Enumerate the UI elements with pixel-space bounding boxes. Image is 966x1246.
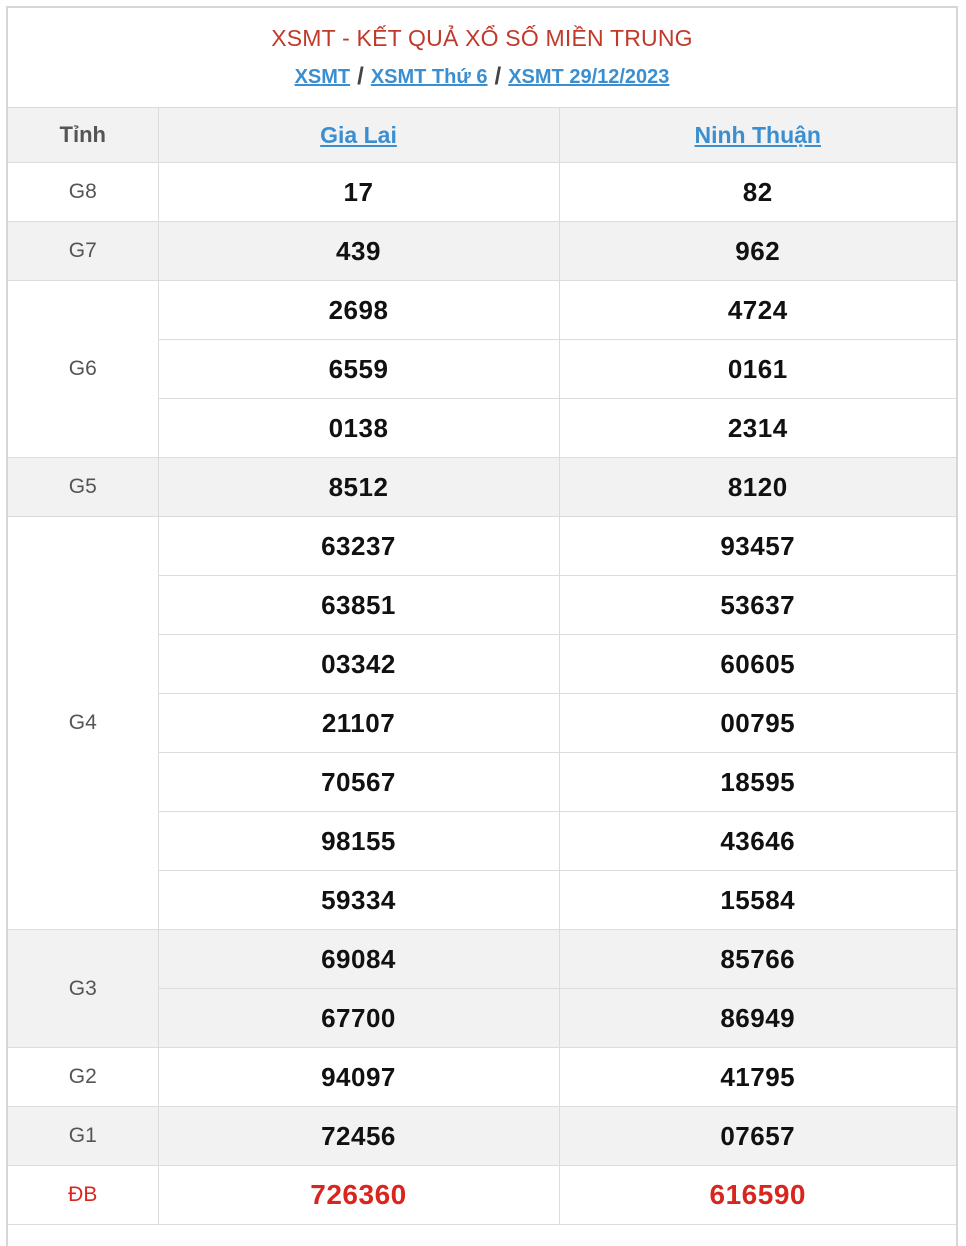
results-table: [8, 108, 956, 1225]
result-number-gia-lai: 03342: [158, 635, 559, 694]
result-number-gia-lai: 439: [158, 222, 559, 281]
province-link-gia-lai[interactable]: Gia Lai: [320, 121, 397, 148]
result-number-ninh-thuan: 82: [559, 163, 956, 222]
prize-label: G5: [8, 458, 158, 517]
table-row: [8, 1166, 956, 1225]
table-row: [8, 1048, 956, 1107]
result-number-gia-lai: 2698: [158, 281, 559, 340]
result-number-ninh-thuan: 86949: [559, 989, 956, 1048]
province-link-ninh-thuan[interactable]: Ninh Thuận: [694, 121, 821, 148]
breadcrumb-link-xsmt-thu-6[interactable]: XSMT Thứ 6: [370, 66, 488, 88]
result-number-ninh-thuan: 07657: [559, 1107, 956, 1166]
result-number-gia-lai: 67700: [158, 989, 559, 1048]
result-number-gia-lai: 6559: [158, 340, 559, 399]
result-number-gia-lai: 0138: [158, 399, 559, 458]
prize-label: G6: [8, 281, 158, 458]
prize-label: G7: [8, 222, 158, 281]
result-number-gia-lai: 726360: [158, 1166, 559, 1225]
breadcrumb-link-xsmt-date[interactable]: XSMT 29/12/2023: [508, 66, 670, 88]
result-number-gia-lai: 17: [158, 163, 559, 222]
prize-label: G3: [8, 930, 158, 1048]
result-number-gia-lai: 72456: [158, 1107, 559, 1166]
prize-label: G2: [8, 1048, 158, 1107]
results-body: [8, 163, 956, 1225]
table-row: [8, 222, 956, 281]
result-number-ninh-thuan: 00795: [559, 694, 956, 753]
breadcrumb-link-xsmt[interactable]: XSMT: [294, 66, 351, 88]
prize-label: G4: [8, 517, 158, 930]
column-header-ninh-thuan: [559, 108, 956, 163]
column-header-gia-lai: [158, 108, 559, 163]
result-number-ninh-thuan: 15584: [559, 871, 956, 930]
prize-label: G8: [8, 163, 158, 222]
results-panel: [6, 6, 958, 1246]
result-number-gia-lai: 69084: [158, 930, 559, 989]
result-number-gia-lai: 70567: [158, 753, 559, 812]
result-number-ninh-thuan: 2314: [559, 399, 956, 458]
column-header-province: Tỉnh: [8, 108, 158, 163]
result-number-ninh-thuan: 93457: [559, 517, 956, 576]
result-number-gia-lai: 94097: [158, 1048, 559, 1107]
result-number-ninh-thuan: 60605: [559, 635, 956, 694]
prize-label: ĐB: [8, 1166, 158, 1225]
result-number-ninh-thuan: 43646: [559, 812, 956, 871]
result-number-ninh-thuan: 0161: [559, 340, 956, 399]
result-number-ninh-thuan: 8120: [559, 458, 956, 517]
result-number-ninh-thuan: 85766: [559, 930, 956, 989]
result-number-gia-lai: 63851: [158, 576, 559, 635]
result-number-ninh-thuan: 18595: [559, 753, 956, 812]
breadcrumb-separator: /: [494, 63, 502, 90]
table-row: [8, 163, 956, 222]
table-row: [8, 458, 956, 517]
table-row: [8, 281, 956, 340]
result-number-gia-lai: 98155: [158, 812, 559, 871]
table-row: [8, 930, 956, 989]
result-number-gia-lai: 21107: [158, 694, 559, 753]
result-number-ninh-thuan: 41795: [559, 1048, 956, 1107]
results-header: [8, 8, 956, 108]
result-number-ninh-thuan: 616590: [559, 1166, 956, 1225]
result-number-ninh-thuan: 4724: [559, 281, 956, 340]
table-header-row: [8, 108, 956, 163]
result-number-gia-lai: 59334: [158, 871, 559, 930]
result-number-gia-lai: 8512: [158, 458, 559, 517]
result-number-ninh-thuan: 962: [559, 222, 956, 281]
table-row: [8, 1107, 956, 1166]
page-title: XSMT - KẾT QUẢ XỔ SỐ MIỀN TRUNG: [271, 25, 693, 51]
breadcrumb: [8, 62, 956, 90]
breadcrumb-separator: /: [357, 63, 364, 90]
result-number-ninh-thuan: 53637: [559, 576, 956, 635]
table-row: [8, 517, 956, 576]
result-number-gia-lai: 63237: [158, 517, 559, 576]
prize-label: G1: [8, 1107, 158, 1166]
